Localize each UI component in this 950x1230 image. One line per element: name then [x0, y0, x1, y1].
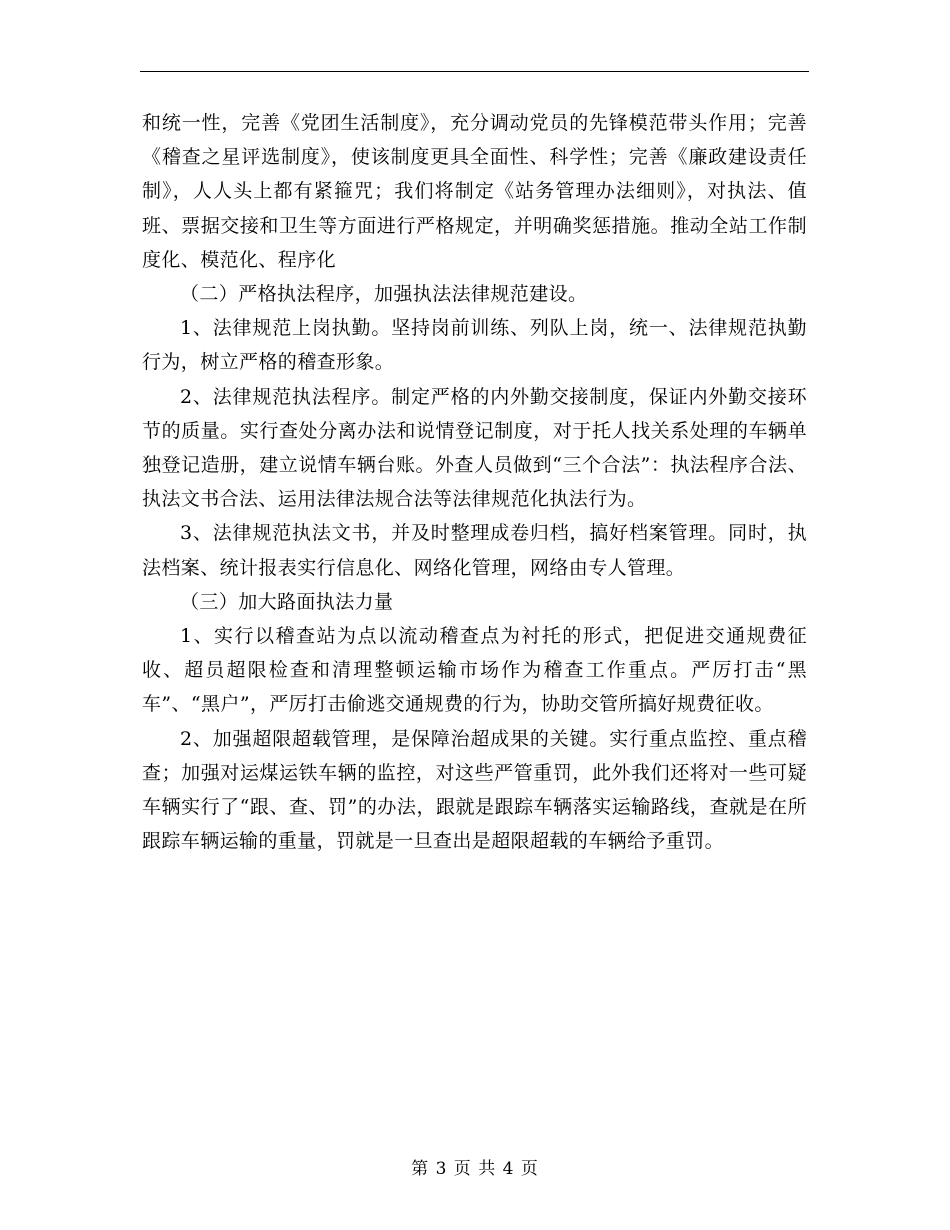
page-number-footer: 第 3 页 共 4 页	[411, 1159, 539, 1179]
header-rule	[140, 71, 809, 72]
paragraph-3: 1、法律规范上岗执勤。坚持岗前训练、列队上岗，统一、法律规范执勤行为，树立严格的稽查形象。	[142, 317, 807, 374]
section-heading-3: （三）加大路面执法力量	[180, 590, 394, 613]
document-body	[142, 106, 807, 858]
section-heading-2: （二）严格执法程序，加强执法法律规范建设。	[180, 283, 588, 306]
paragraph-1: 和统一性，完善《党团生活制度》，充分调动党员的先锋模范带头作用；完善《稽查之星评选制度》，使该制度更具全面性、科学性；完善《廉政建设责任制》，人人头上都有紧箍咒；我们将制定《站务管理办法细则》，对执法、值班、票据交接和卫生等方面进行严格规定，并明确奖惩措施。推动全站工作制度化、模范化、程序化	[142, 112, 807, 271]
paragraph-4: 2、法律规范执法程序。制定严格的内外勤交接制度，保证内外勤交接环节的质量。实行查处分离办法和说情登记制度，对于托人找关系处理的车辆单独登记造册，建立说情车辆台账。外查人员做到“三个合法”：执法程序合法、执法文书合法、运用法律法规合法等法律规范化执法行为。	[142, 385, 807, 511]
paragraph-5: 3、法律规范执法文书，并及时整理成卷归档，搞好档案管理。同时，执法档案、统计报表实行信息化、网络化管理，网络由专人管理。	[142, 522, 807, 579]
paragraph-8: 2、加强超限超载管理，是保障治超成果的关键。实行重点监控、重点稽查；加强对运煤运铁车辆的监控，对这些严管重罚，此外我们还将对一些可疑车辆实行了“跟、查、罚”的办法，跟就是跟踪车辆落实运输路线，查就是在所跟踪车辆运输的重量，罚就是一旦查出是超限超载的车辆给予重罚。	[142, 727, 807, 853]
paragraph-7: 1、实行以稽查站为点以流动稽查点为衬托的形式，把促进交通规费征收、超员超限检查和清理整顿运输市场作为稽查工作重点。严厉打击“黑车”、“黑户”，严厉打击偷逃交通规费的行为，协助交管所搞好规费征收。	[142, 625, 807, 716]
